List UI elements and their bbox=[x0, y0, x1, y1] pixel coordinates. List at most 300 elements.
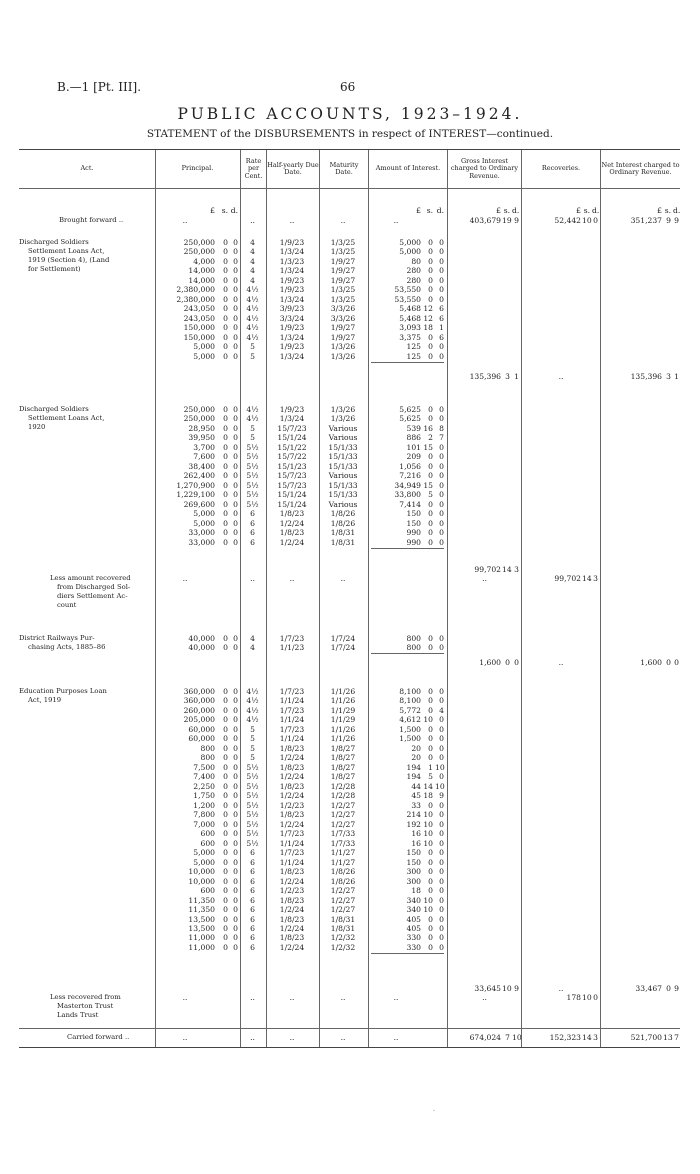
rate-cell: 5 bbox=[250, 423, 255, 433]
maturity-date-cell: 1/7/24 bbox=[330, 634, 356, 643]
amount-pounds: 340 bbox=[406, 895, 421, 905]
principal-pence: 0 bbox=[233, 471, 238, 481]
table-row bbox=[19, 915, 680, 924]
amount-pounds: 194 bbox=[406, 772, 421, 782]
amount-shillings: 12 bbox=[423, 304, 433, 314]
amount-subtotal-rule bbox=[371, 548, 444, 549]
table-row bbox=[19, 782, 680, 791]
principal-pence: 0 bbox=[233, 772, 238, 782]
pound-sign: £ bbox=[576, 206, 581, 215]
amount-pounds: 194 bbox=[406, 762, 421, 772]
due-date-cell: 15/1/24 bbox=[277, 490, 307, 500]
due-date-cell: 1/3/24 bbox=[279, 266, 305, 276]
placeholder-dots: .. bbox=[182, 574, 188, 583]
maturity-date-cell: 1/3/26 bbox=[330, 351, 356, 361]
act-name-line-text: Settlement Loans Act, bbox=[28, 414, 105, 422]
pence-sign: d. bbox=[592, 206, 600, 215]
section-gross-total-pence: 3 bbox=[514, 565, 519, 574]
principal-pounds: 2,380,000 bbox=[176, 285, 215, 295]
amount-pence: 0 bbox=[439, 724, 444, 734]
principal-pounds: 250,000 bbox=[183, 414, 215, 424]
principal-pounds: 800 bbox=[200, 743, 215, 753]
section-net-total-pounds: 135,396 bbox=[630, 372, 662, 381]
principal-pounds: 5,000 bbox=[193, 509, 215, 519]
due-date-cell: 15/7/23 bbox=[277, 471, 307, 481]
principal-shillings: 0 bbox=[223, 442, 228, 452]
amount-pounds: 5,468 bbox=[399, 313, 421, 323]
amount-pence: 10 bbox=[435, 781, 445, 791]
rate-cell: 6 bbox=[250, 895, 255, 905]
amount-pence: 0 bbox=[439, 905, 444, 915]
table-row bbox=[19, 443, 680, 452]
principal-pounds: 60,000 bbox=[188, 724, 215, 734]
amount-shillings: 0 bbox=[428, 753, 433, 763]
amount-pence: 0 bbox=[439, 528, 444, 538]
rate-cell: 6 bbox=[250, 942, 255, 952]
principal-pounds: 11,000 bbox=[188, 933, 215, 943]
maturity-date-cell: 3/3/26 bbox=[330, 304, 356, 314]
section-net-total-pounds: 1,600 bbox=[640, 658, 662, 667]
amount-pounds: 280 bbox=[406, 266, 421, 276]
carried-forward-recoveries-pence: 3 bbox=[593, 1033, 598, 1042]
amount-pounds: 990 bbox=[406, 528, 421, 538]
amount-pounds: 34,949 bbox=[394, 480, 421, 490]
principal-pounds: 243,050 bbox=[183, 304, 215, 314]
principal-pounds: 269,600 bbox=[183, 499, 215, 509]
amount-shillings: 0 bbox=[428, 800, 433, 810]
due-date-cell: 1/1/23 bbox=[279, 643, 305, 653]
maturity-date-cell: 1/8/26 bbox=[330, 867, 356, 877]
amount-shillings: 0 bbox=[428, 499, 433, 509]
table-row bbox=[19, 643, 680, 652]
amount-pounds: 53,550 bbox=[394, 294, 421, 304]
principal-pounds: 11,000 bbox=[188, 942, 215, 952]
section-net-total-shillings: 0 bbox=[666, 984, 671, 993]
principal-pounds: 250,000 bbox=[183, 238, 215, 247]
table-row bbox=[19, 634, 680, 643]
due-date-cell: 1/9/23 bbox=[279, 275, 305, 285]
principal-pence: 0 bbox=[233, 829, 238, 839]
amount-subtotal-rule bbox=[371, 362, 444, 363]
due-date-cell: 1/1/24 bbox=[279, 857, 305, 867]
amount-pounds: 8,100 bbox=[399, 687, 421, 696]
maturity-date-cell: 1/2/27 bbox=[330, 800, 356, 810]
due-date-cell: 1/9/23 bbox=[279, 285, 305, 295]
due-date-cell: 1/2/24 bbox=[279, 905, 305, 915]
table-row bbox=[19, 706, 680, 715]
principal-pounds: 40,000 bbox=[188, 634, 215, 643]
column-header-net: Net Interest charged to Ordinary Revenue. bbox=[601, 160, 680, 176]
principal-pence: 0 bbox=[233, 518, 238, 528]
amount-pence: 0 bbox=[439, 490, 444, 500]
maturity-date-cell: 1/2/27 bbox=[330, 905, 356, 915]
table-row bbox=[19, 715, 680, 724]
principal-pounds: 800 bbox=[200, 753, 215, 763]
brought-forward-recoveries-pence: 0 bbox=[593, 216, 598, 225]
rate-cell: 6 bbox=[250, 509, 255, 519]
principal-pounds: 33,000 bbox=[188, 528, 215, 538]
principal-pounds: 11,350 bbox=[188, 905, 215, 915]
maturity-date-cell: 1/3/26 bbox=[330, 405, 356, 414]
due-date-cell: 1/8/23 bbox=[279, 781, 305, 791]
act-name-line-text: District Railways Pur- bbox=[19, 634, 95, 642]
section-gross-total-pounds: 33,645 bbox=[474, 984, 501, 993]
brought-forward-recoveries-shillings: 10 bbox=[582, 216, 592, 225]
amount-pence: 0 bbox=[439, 810, 444, 820]
principal-shillings: 0 bbox=[223, 724, 228, 734]
rate-cell: 5½ bbox=[246, 480, 259, 490]
principal-pence: 0 bbox=[233, 499, 238, 509]
amount-shillings: 0 bbox=[428, 518, 433, 528]
amount-subtotal-rule bbox=[371, 953, 444, 954]
amount-pence: 0 bbox=[439, 687, 444, 696]
principal-pounds: 205,000 bbox=[183, 715, 215, 725]
pence-sign: d. bbox=[512, 206, 520, 215]
principal-pounds: 150,000 bbox=[183, 323, 215, 333]
principal-shillings: 0 bbox=[223, 781, 228, 791]
table-row bbox=[19, 791, 680, 800]
principal-pence: 0 bbox=[233, 933, 238, 943]
maturity-date-cell: 1/2/27 bbox=[330, 819, 356, 829]
interest-statement-table bbox=[19, 149, 680, 1048]
due-date-cell: 1/3/24 bbox=[279, 414, 305, 424]
principal-pounds: 600 bbox=[200, 829, 215, 839]
due-date-cell: 1/1/24 bbox=[279, 715, 305, 725]
amount-shillings: 0 bbox=[428, 351, 433, 361]
section-recoveries-pence: 0 bbox=[593, 993, 598, 1002]
amount-shillings: 0 bbox=[428, 461, 433, 471]
principal-shillings: 0 bbox=[223, 499, 228, 509]
rate-cell: 5½ bbox=[246, 800, 259, 810]
principal-pounds: 60,000 bbox=[188, 734, 215, 744]
section-recoveries-shillings: 14 bbox=[582, 574, 592, 583]
amount-pounds: 150 bbox=[406, 518, 421, 528]
amount-pounds: 33,800 bbox=[394, 490, 421, 500]
maturity-date-cell: 1/8/27 bbox=[330, 762, 356, 772]
amount-pounds: 5,468 bbox=[399, 304, 421, 314]
principal-pence: 0 bbox=[233, 442, 238, 452]
due-date-cell: 15/1/24 bbox=[277, 499, 307, 509]
principal-pence: 0 bbox=[233, 452, 238, 462]
table-row bbox=[19, 414, 680, 423]
section-recoveries-pounds: 178 bbox=[566, 993, 581, 1002]
maturity-date-cell: 1/1/27 bbox=[330, 857, 356, 867]
rate-cell: 4 bbox=[250, 247, 255, 257]
section-total-row bbox=[19, 984, 680, 993]
act-name-line-text: for Settlement) bbox=[28, 265, 81, 273]
less-recovered-text: Lands Trust bbox=[57, 1011, 99, 1019]
carried-forward-label: Carried forward .. bbox=[67, 1033, 130, 1041]
maturity-date-cell: 1/2/28 bbox=[330, 791, 356, 801]
pound-sign: £ bbox=[657, 206, 662, 215]
principal-shillings: 0 bbox=[223, 423, 228, 433]
principal-shillings: 0 bbox=[223, 876, 228, 886]
column-header-gross: Gross Interest charged to Ordinary Revenue. bbox=[450, 156, 519, 180]
principal-pounds: 13,500 bbox=[188, 914, 215, 924]
amount-shillings: 0 bbox=[428, 924, 433, 933]
table-row bbox=[19, 810, 680, 819]
principal-pence: 0 bbox=[233, 414, 238, 424]
principal-pounds: 262,400 bbox=[183, 471, 215, 481]
principal-shillings: 0 bbox=[223, 518, 228, 528]
maturity-date-cell: 1/3/25 bbox=[330, 285, 356, 295]
maturity-date-cell: 1/1/29 bbox=[330, 705, 356, 715]
table-row bbox=[19, 943, 680, 952]
act-name-line-text: 1919 (Section 4), (Land bbox=[28, 256, 110, 264]
amount-shillings: 0 bbox=[428, 848, 433, 858]
column-header-recoveries: Recoveries. bbox=[541, 164, 581, 173]
principal-shillings: 0 bbox=[223, 772, 228, 782]
less-recovered-line bbox=[19, 1011, 680, 1020]
principal-shillings: 0 bbox=[223, 490, 228, 500]
placeholder-dots: .. bbox=[340, 1033, 346, 1042]
brought-forward-net-pounds: 351,237 bbox=[630, 216, 662, 225]
amount-shillings: 2 bbox=[428, 433, 433, 443]
placeholder-dots: .. bbox=[393, 993, 399, 1002]
principal-shillings: 0 bbox=[223, 266, 228, 276]
principal-pounds: 600 bbox=[200, 838, 215, 848]
principal-pence: 0 bbox=[233, 634, 238, 643]
currency-heading-row bbox=[19, 206, 680, 215]
principal-pence: 0 bbox=[233, 351, 238, 361]
carried-forward-recoveries-shillings: 14 bbox=[582, 1033, 592, 1042]
amount-pence: 4 bbox=[439, 705, 444, 715]
principal-shillings: 0 bbox=[223, 461, 228, 471]
amount-pounds: 125 bbox=[406, 342, 421, 352]
rate-cell: 4 bbox=[250, 238, 255, 247]
placeholder-dots: .. bbox=[482, 574, 487, 583]
table-row bbox=[19, 687, 680, 696]
principal-pence: 0 bbox=[233, 238, 238, 247]
rate-cell: 6 bbox=[250, 518, 255, 528]
amount-pounds: 8,100 bbox=[399, 696, 421, 706]
principal-pounds: 5,000 bbox=[193, 518, 215, 528]
maturity-date-cell: 1/2/27 bbox=[330, 886, 356, 896]
due-date-cell: 1/2/24 bbox=[279, 772, 305, 782]
amount-shillings: 0 bbox=[428, 886, 433, 896]
principal-pounds: 10,000 bbox=[188, 876, 215, 886]
principal-pence: 0 bbox=[233, 838, 238, 848]
amount-shillings: 0 bbox=[428, 405, 433, 414]
maturity-date-cell: 1/2/32 bbox=[330, 933, 356, 943]
principal-pounds: 5,000 bbox=[193, 857, 215, 867]
less-recovered-line bbox=[19, 601, 680, 610]
principal-pence: 0 bbox=[233, 332, 238, 342]
placeholder-dots: .. bbox=[393, 216, 399, 225]
rate-cell: 4½ bbox=[246, 715, 259, 725]
less-recovered-line bbox=[19, 1002, 680, 1011]
principal-pence: 0 bbox=[233, 848, 238, 858]
brought-forward-gross-pounds: 403,679 bbox=[469, 216, 501, 225]
brought-forward-row bbox=[19, 216, 680, 225]
less-recovered-line bbox=[19, 993, 680, 1002]
principal-pounds: 250,000 bbox=[183, 405, 215, 414]
amount-pounds: 886 bbox=[406, 433, 421, 443]
amount-pounds: 1,500 bbox=[399, 734, 421, 744]
shillings-sign: s. bbox=[221, 206, 228, 215]
amount-pounds: 5,625 bbox=[399, 414, 421, 424]
principal-pence: 0 bbox=[233, 715, 238, 725]
section-gross-total-shillings: 3 bbox=[505, 372, 510, 381]
amount-pounds: 5,000 bbox=[399, 238, 421, 247]
principal-pounds: 4,000 bbox=[193, 256, 215, 266]
maturity-date-cell: 1/3/25 bbox=[330, 238, 356, 247]
table-row bbox=[19, 352, 680, 361]
amount-pence: 6 bbox=[439, 313, 444, 323]
principal-pence: 0 bbox=[233, 266, 238, 276]
principal-pounds: 14,000 bbox=[188, 266, 215, 276]
principal-pence: 0 bbox=[233, 643, 238, 653]
amount-pence: 0 bbox=[439, 848, 444, 858]
amount-shillings: 0 bbox=[428, 687, 433, 696]
principal-pence: 0 bbox=[233, 810, 238, 820]
principal-shillings: 0 bbox=[223, 275, 228, 285]
amount-pence: 0 bbox=[439, 933, 444, 943]
section-gross-total-pounds: 1,600 bbox=[479, 658, 501, 667]
amount-shillings: 10 bbox=[423, 895, 433, 905]
due-date-cell: 1/2/24 bbox=[279, 876, 305, 886]
amount-shillings: 0 bbox=[428, 724, 433, 734]
principal-shillings: 0 bbox=[223, 332, 228, 342]
pence-sign: d. bbox=[230, 206, 238, 215]
due-date-cell: 1/8/23 bbox=[279, 895, 305, 905]
amount-shillings: 0 bbox=[428, 643, 433, 653]
page-header-left: B.—1 [Pt. III]. bbox=[57, 80, 142, 94]
table-row bbox=[19, 829, 680, 838]
amount-pounds: 405 bbox=[406, 924, 421, 933]
rate-cell: 5½ bbox=[246, 829, 259, 839]
principal-shillings: 0 bbox=[223, 914, 228, 924]
due-date-cell: 1/9/23 bbox=[279, 238, 305, 247]
amount-shillings: 10 bbox=[423, 829, 433, 839]
principal-pounds: 150,000 bbox=[183, 332, 215, 342]
table-row bbox=[19, 696, 680, 705]
amount-pence: 0 bbox=[439, 914, 444, 924]
due-date-cell: 1/3/24 bbox=[279, 332, 305, 342]
table-row bbox=[19, 877, 680, 886]
recoveries-placeholder: .. bbox=[558, 658, 564, 667]
table-row bbox=[19, 295, 680, 304]
rate-cell: 4½ bbox=[246, 414, 259, 424]
section-net-total-pounds: 33,467 bbox=[635, 984, 662, 993]
amount-pence: 0 bbox=[439, 867, 444, 877]
maturity-date-cell: 1/1/26 bbox=[330, 696, 356, 706]
brought-forward-label: Brought forward .. bbox=[59, 216, 124, 224]
due-date-cell: 1/7/23 bbox=[279, 705, 305, 715]
table-row bbox=[19, 763, 680, 772]
rate-cell: 5½ bbox=[246, 490, 259, 500]
maturity-date-cell: 1/8/31 bbox=[330, 924, 356, 933]
principal-pence: 0 bbox=[233, 480, 238, 490]
rate-cell: 5½ bbox=[246, 471, 259, 481]
amount-pence: 1 bbox=[439, 323, 444, 333]
rate-cell: 4½ bbox=[246, 285, 259, 295]
principal-pounds: 5,000 bbox=[193, 848, 215, 858]
due-date-cell: 1/2/24 bbox=[279, 924, 305, 933]
table-row bbox=[19, 471, 680, 480]
amount-pence: 0 bbox=[439, 405, 444, 414]
amount-pounds: 7,414 bbox=[399, 499, 421, 509]
due-date-cell: 1/1/24 bbox=[279, 734, 305, 744]
principal-shillings: 0 bbox=[223, 285, 228, 295]
principal-pence: 0 bbox=[233, 724, 238, 734]
table-row bbox=[19, 772, 680, 781]
amount-pence: 0 bbox=[439, 471, 444, 481]
page-title: PUBLIC ACCOUNTS, 1923–1924. bbox=[177, 105, 523, 123]
maturity-date-cell: 1/9/27 bbox=[330, 266, 356, 276]
brought-forward-net-shillings: 9 bbox=[666, 216, 671, 225]
principal-shillings: 0 bbox=[223, 452, 228, 462]
principal-pence: 0 bbox=[233, 285, 238, 295]
amount-pounds: 101 bbox=[406, 442, 421, 452]
principal-pounds: 7,600 bbox=[193, 452, 215, 462]
amount-pounds: 300 bbox=[406, 867, 421, 877]
table-row bbox=[19, 509, 680, 518]
amount-pounds: 3,375 bbox=[399, 332, 421, 342]
table-row bbox=[19, 820, 680, 829]
amount-shillings: 0 bbox=[428, 266, 433, 276]
amount-pence: 0 bbox=[439, 876, 444, 886]
amount-shillings: 12 bbox=[423, 313, 433, 323]
amount-pounds: 4,612 bbox=[399, 715, 421, 725]
principal-pence: 0 bbox=[233, 895, 238, 905]
principal-pounds: 1,750 bbox=[193, 791, 215, 801]
amount-pounds: 20 bbox=[411, 753, 421, 763]
amount-shillings: 0 bbox=[428, 857, 433, 867]
principal-shillings: 0 bbox=[223, 351, 228, 361]
amount-pounds: 800 bbox=[406, 634, 421, 643]
section-gross-total-pence: 1 bbox=[514, 372, 519, 381]
rate-cell: 4½ bbox=[246, 323, 259, 333]
amount-pounds: 209 bbox=[406, 452, 421, 462]
principal-shillings: 0 bbox=[223, 905, 228, 915]
due-date-cell: 1/2/24 bbox=[279, 791, 305, 801]
column-header-principal: Principal. bbox=[181, 164, 214, 173]
amount-shillings: 0 bbox=[428, 537, 433, 547]
amount-shillings: 0 bbox=[428, 743, 433, 753]
amount-pence: 0 bbox=[439, 275, 444, 285]
table-row bbox=[19, 801, 680, 810]
maturity-date-cell: 1/8/26 bbox=[330, 876, 356, 886]
amount-shillings: 0 bbox=[428, 696, 433, 706]
principal-shillings: 0 bbox=[223, 480, 228, 490]
table-row bbox=[19, 266, 680, 275]
maturity-date-cell: 1/2/27 bbox=[330, 810, 356, 820]
section-gross-total-shillings: 10 bbox=[502, 984, 512, 993]
table-row bbox=[19, 285, 680, 294]
maturity-date-cell: 3/3/26 bbox=[330, 313, 356, 323]
section-gross-total-pence: 0 bbox=[514, 658, 519, 667]
principal-shillings: 0 bbox=[223, 256, 228, 266]
column-header-maturity: Maturity Date. bbox=[329, 160, 359, 176]
amount-pence: 0 bbox=[439, 819, 444, 829]
amount-pence: 0 bbox=[439, 942, 444, 952]
amount-pence: 0 bbox=[439, 743, 444, 753]
section-gross-total-shillings: 0 bbox=[505, 658, 510, 667]
amount-pence: 0 bbox=[439, 285, 444, 295]
rate-cell: 6 bbox=[250, 933, 255, 943]
rate-cell: 4 bbox=[250, 256, 255, 266]
rate-cell: 5½ bbox=[246, 499, 259, 509]
rate-cell: 6 bbox=[250, 886, 255, 896]
table-row bbox=[19, 342, 680, 351]
due-date-cell: 1/7/23 bbox=[279, 634, 305, 643]
table-row bbox=[19, 247, 680, 256]
amount-pounds: 990 bbox=[406, 537, 421, 547]
table-row bbox=[19, 333, 680, 342]
amount-subtotal-rule bbox=[371, 653, 444, 654]
amount-shillings: 14 bbox=[423, 781, 433, 791]
